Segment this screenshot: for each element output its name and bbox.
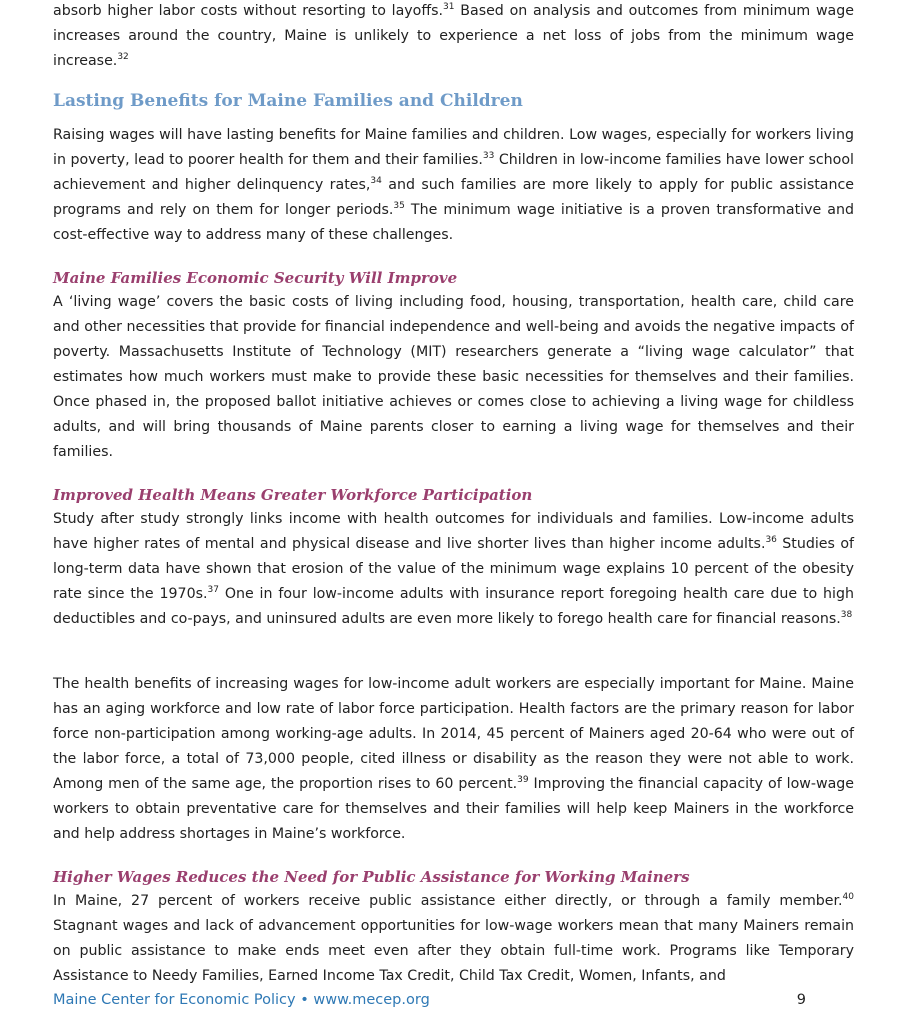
subheading-economic-security: Maine Families Economic Security Will Improve xyxy=(53,269,458,287)
footnote-ref[interactable]: 33 xyxy=(482,151,495,161)
footnote-ref[interactable]: 31 xyxy=(443,2,455,12)
improved-health-paragraph-1: Study after study strongly links income with health outcomes for individuals and families. Low-income adults have higher rates of mental and physical disease and live shorter lives than higher income adults.$^{36}$ Studies of long-term data have shown that erosion of the value of the minimum wage explains 10 percent of the obesity rate since the 1970s.$^{37}$ One in four low-income adults with insurance report foregoing health care due to high deductibles and co-pays, and uninsured adults are even more likely to forego health care for financial reasons.$^{38}$ xyxy=(53,511,854,627)
page-footer xyxy=(53,992,854,1016)
footnote-ref[interactable]: 39 xyxy=(517,775,529,785)
footnote-ref[interactable]: 36 xyxy=(765,535,777,545)
public-assistance-paragraph: In Maine, 27 percent of workers receive public assistance either directly, or through a family member.$^{40}$ Stagnant wages and lack of advancement opportunities for low-wage workers mean that many Mainers remain on public assistance to make ends meet even after they obtain full-time work. Programs like Temporary Assistance to Needy Families, Earned Income Tax Credit, Child Tax Credit, Women, Infants, and xyxy=(53,892,854,984)
lasting-benefits-paragraph: Raising wages will have lasting benefits for Maine families and children. Low wages, especially for workers living in poverty, lead to poorer health for them and their families.$^{33}$ Children in low-income families have lower school achievement and higher delinquency rates,$^{34}$ and such families are more likely to apply for public assistance programs and rely on them for longer periods.$^{35}$ The minimum wage initiative is a proven transformative and cost-effective way to address many of these challenges. xyxy=(53,127,855,243)
footnote-ref[interactable]: 38 xyxy=(840,610,853,620)
footnote-ref[interactable]: 35 xyxy=(393,201,405,211)
intro-paragraph: absorb higher labor costs without resorting to layoffs.$^{31}$ Based on analysis and outcomes from minimum wage increases around the country, Maine is unlikely to experience a net loss of jobs from the minimum wage increase.$^{32}$ xyxy=(53,2,854,69)
subheading-improved-health: Improved Health Means Greater Workforce Participation xyxy=(53,486,533,504)
page-number: 9 xyxy=(796,992,806,1008)
section-heading-lasting-benefits: Lasting Benefits for Maine Families and Children xyxy=(53,91,523,111)
footnote-ref[interactable]: 37 xyxy=(207,585,219,595)
footnote-ref[interactable]: 34 xyxy=(370,176,382,186)
subheading-public-assistance: Higher Wages Reduces the Need for Public Assistance for Working Mainers xyxy=(53,868,690,886)
footnote-ref[interactable]: 32 xyxy=(117,52,129,62)
economic-security-paragraph: A ‘living wage’ covers the basic costs of living including food, housing, transportation, health care, child care and other necessities that provide for financial independence and well-being and avoids the negative impacts of poverty. Massachusetts Institute of Technology (MIT) researchers generate a “living wage calculator” that estimates how much workers must make to provide these basic necessities for themselves and their families. Once phased in, the proposed ballot initiative achieves or comes close to achieving a living wage for childless adults, and will bring thousands of Maine parents closer to earning a living wage for themselves and their families. xyxy=(53,294,854,460)
footer-org-link[interactable]: Maine Center for Economic Policy • www.mecep.org xyxy=(53,992,430,1008)
footnote-ref[interactable]: 40 xyxy=(842,892,854,902)
improved-health-paragraph-2: The health benefits of increasing wages for low-income adult workers are especially important for Maine. Maine has an aging workforce and low rate of labor force participation. Health factors are the primary reason for labor force non-participation among working-age adults. In 2014, 45 percent of Mainers aged 20-64 who were out of the labor force, a total of 73,000 people, cited illness or disability as the reason they were not able to work. Among men of the same age, the proportion rises to 60 percent.$^{39}$ Improving the financial capacity of low-wage workers to obtain preventative care for themselves and their families will help keep Mainers in the workforce and help address shortages in Maine’s workforce. xyxy=(53,676,855,842)
